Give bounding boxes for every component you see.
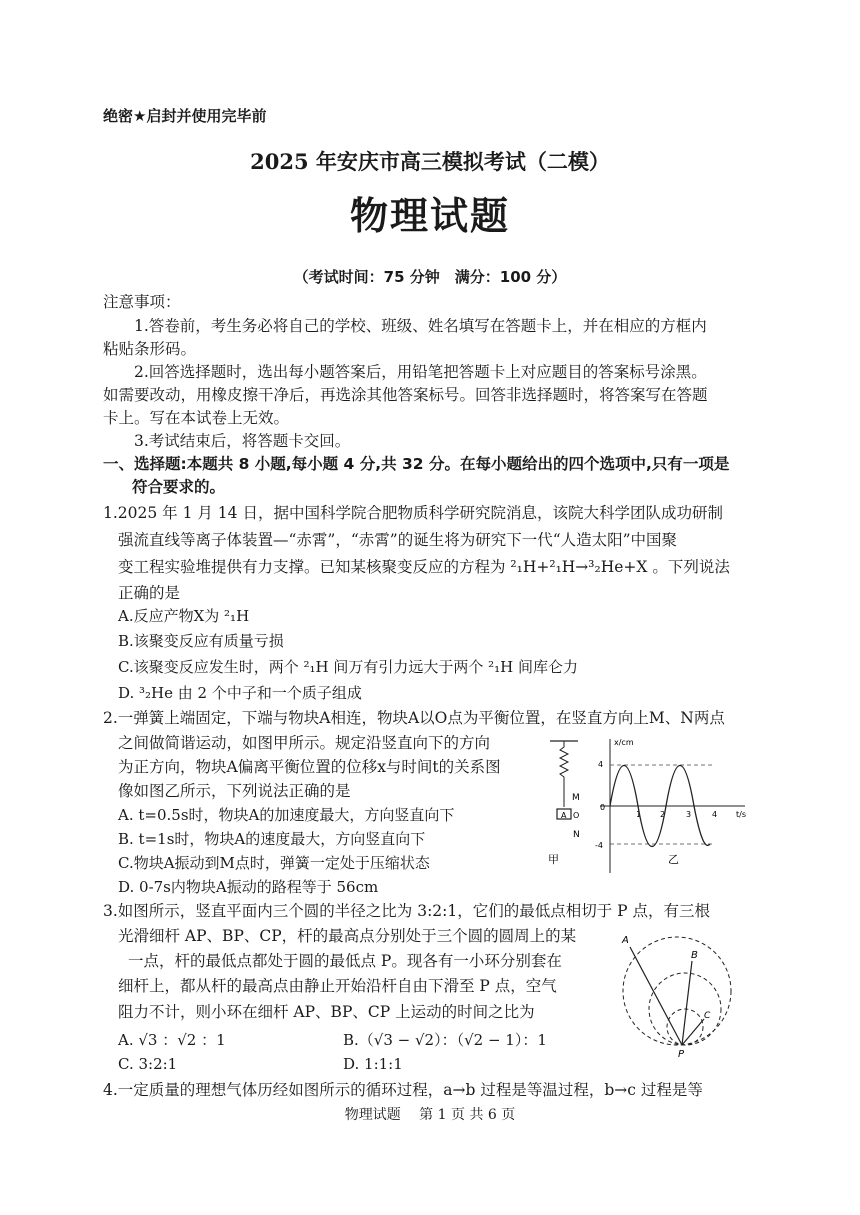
question-1-option-b: B.该聚变反应有质量亏损 bbox=[118, 632, 284, 650]
question-2-option-b: B. t=1s时，物块A的速度最大，方向竖直向下 bbox=[118, 830, 426, 848]
label-a: A bbox=[622, 935, 629, 946]
label-m: M bbox=[572, 793, 580, 803]
question-1-text: 变工程实验堆提供有力支撑。已知某核聚变反应的方程为 ²₁H+²₁H→³₂He+X 。下列说法 bbox=[118, 558, 730, 576]
question-2-option-a: A. t=0.5s时，物块A的加速度最大，方向竖直向下 bbox=[118, 806, 455, 824]
question-3-text: 一点，杆的最低点都处于圆的最低点 P。现各有一小环分别套在 bbox=[128, 952, 562, 970]
question-1-text: 1.2025 年 1 月 14 日，据中国科学院合肥物质科学研究院消息，该院大科学团队成功研制 bbox=[103, 504, 723, 522]
question-3-text: 3.如图所示，竖直平面内三个圆的半径之比为 3:2:1，它们的最低点相切于 P 点，有三根 bbox=[103, 902, 711, 920]
notice-line: 如需要改动，用橡皮擦干净后，再选涂其他答案标号。回答非选择题时，将答案写在答题 bbox=[103, 386, 708, 404]
section-heading-cont: 符合要求的。 bbox=[132, 478, 226, 496]
question-3-option-d: D. 1:1:1 bbox=[343, 1055, 403, 1073]
question-1-text: 正确的是 bbox=[118, 584, 181, 602]
question-3-text: 光滑细杆 AP、BP、CP，杆的最高点分别处于三个圆的圆周上的某 bbox=[118, 927, 577, 945]
label-c: C bbox=[704, 1011, 711, 1021]
question-1-text: 强流直线等离子体装置—“赤霄”，“赤霄”的诞生将为研究下一代“人造太阳”中国聚 bbox=[118, 531, 678, 549]
question-3-option-b: B.（√3 − √2）：（√2 − 1）：1 bbox=[343, 1031, 547, 1049]
label-b: B bbox=[691, 950, 698, 961]
label-n: N bbox=[573, 830, 580, 840]
exam-time-info: （考试时间：75 分钟 满分：100 分） bbox=[293, 268, 567, 286]
label-o: O bbox=[573, 811, 580, 820]
notice-line: 粘贴条形码。 bbox=[103, 340, 197, 358]
question-3-option-a: A. √3 ：√2 ：1 bbox=[118, 1031, 226, 1049]
question-3-text: 细杆上，都从杆的最高点由静止开始沿杆自由下滑至 P 点，空气 bbox=[118, 977, 557, 995]
label-a: A bbox=[561, 811, 567, 820]
xt-graph bbox=[595, 738, 746, 873]
spring-diagram bbox=[548, 741, 580, 866]
question-2-text: 之间做简谐运动，如图甲所示。规定沿竖直向下的方向 bbox=[118, 734, 491, 752]
question-1-option-a: A.反应产物X为 ²₁H bbox=[118, 607, 250, 625]
tick-x: 4 bbox=[712, 810, 718, 819]
page-footer: 物理试题 第 1 页 共 6 页 bbox=[344, 1107, 516, 1123]
exam-title: 2025 年安庆市高三模拟考试（二模） bbox=[250, 149, 610, 174]
notice-line: 卡上。写在本试卷上无效。 bbox=[103, 409, 290, 427]
tick-x: 3 bbox=[686, 810, 692, 819]
tick-y: 4 bbox=[598, 760, 604, 769]
notice-line: 2.回答选择题时，选出每小题答案后，用铅笔把答题卡上对应题目的答案标号涂黑。 bbox=[134, 363, 707, 381]
circles-figure bbox=[612, 925, 747, 1060]
axis-y-label: x/cm bbox=[614, 738, 634, 747]
question-1-option-d: D. ³₂He 由 2 个中子和一个质子组成 bbox=[118, 684, 362, 702]
section-heading: 一、选择题:本题共 8 小题,每小题 4 分,共 32 分。在每小题给出的四个选项中,只有一项是 bbox=[103, 455, 730, 473]
label-p: P bbox=[678, 1049, 685, 1060]
tick-x: 2 bbox=[660, 810, 666, 819]
question-3-option-c: C. 3:2:1 bbox=[118, 1055, 178, 1073]
label-jia: 甲 bbox=[548, 853, 559, 866]
question-2-text: 2.一弹簧上端固定，下端与物块A相连，物块A以O点为平衡位置，在竖直方向上M、N两点 bbox=[103, 709, 725, 727]
question-4-text: 4.一定质量的理想气体历经如图所示的循环过程，a→b 过程是等温过程，b→c 过程是等 bbox=[103, 1081, 703, 1099]
oscillation-figure bbox=[540, 733, 760, 883]
notice-line: 1.答卷前，考生务必将自己的学校、班级、姓名填写在答题卡上，并在相应的方框内 bbox=[134, 317, 707, 335]
subject-title: 物理试题 bbox=[349, 194, 510, 238]
question-2-option-d: D. 0-7s内物块A振动的路程等于 56cm bbox=[118, 878, 379, 896]
question-2-text: 像如图乙所示，下列说法正确的是 bbox=[118, 782, 351, 800]
label-yi: 乙 bbox=[668, 853, 679, 866]
confidential-mark: 绝密★启封并使用完毕前 bbox=[103, 107, 267, 125]
notice-title: 注意事项： bbox=[103, 293, 181, 311]
question-2-text: 为正方向，物块A偏离平衡位置的位移x与时间t的关系图 bbox=[118, 758, 501, 776]
question-3-text: 阻力不计，则小环在细杆 AP、BP、CP 上运动的时间之比为 bbox=[118, 1003, 535, 1021]
axis-x-label: t/s bbox=[736, 810, 746, 819]
notice-line: 3.考试结束后，将答题卡交回。 bbox=[134, 432, 351, 450]
question-2-option-c: C.物块A振动到M点时，弹簧一定处于压缩状态 bbox=[118, 854, 430, 872]
tick-y: 0 bbox=[600, 803, 606, 812]
tick-x: 1 bbox=[636, 810, 642, 819]
tick-y: -4 bbox=[595, 841, 603, 850]
question-1-option-c: C.该聚变反应发生时，两个 ²₁H 间万有引力远大于两个 ²₁H 间库仑力 bbox=[118, 658, 579, 676]
